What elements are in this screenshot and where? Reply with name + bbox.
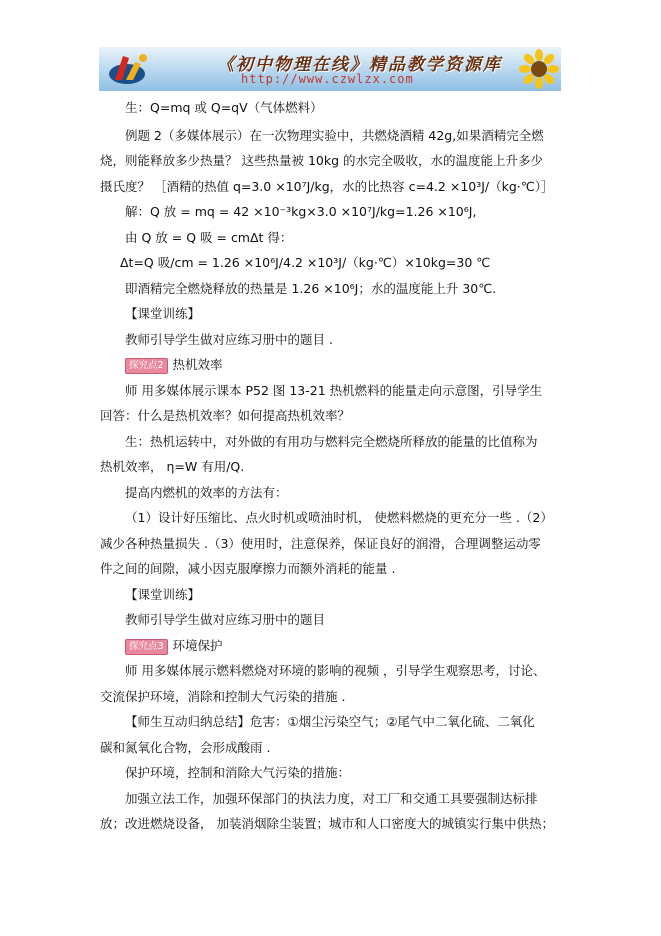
text-line: （1）设计好压缩比、点火时机或喷油时机， 使燃料燃烧的更充分一些 .（2） <box>125 510 553 525</box>
section-label: 【课堂训练】 <box>125 586 201 602</box>
text-line: 回答：什么是热机效率？如何提高热机效率？ <box>100 408 351 423</box>
header-banner <box>99 47 561 91</box>
text-line: Δt=Q 吸/cm = 1.26 ×10⁶J/4.2 ×10³J/（kg·℃）×10kg=30 ℃ <box>120 255 491 270</box>
text-line: 由 Q 放 = Q 吸 = cmΔt 得： <box>125 229 293 245</box>
text-line: 师 用多媒体展示课本 P52 图 13-21 热机燃料的能量走向示意图，引导学生 <box>125 382 543 398</box>
text-line: 交流保护环境，消除和控制大气污染的措施 . <box>100 688 346 704</box>
site-logo-icon <box>105 50 153 88</box>
text-line: 例题 2（多媒体展示）在一次物理实验中，共燃烧酒精 42g,如果酒精完全燃 <box>125 127 544 143</box>
section-heading-3 <box>100 633 565 659</box>
text-line: 【师生互动归纳总结】危害：①烟尘污染空气；②尾气中二氧化硫、二氧化 <box>125 714 535 729</box>
text-line: 放；改进燃烧设备， 加装消烟除尘装置；城市和人口密度大的城镇实行集中供热； <box>100 816 554 831</box>
text-line: 件之间的间隙，减小因克服摩擦力而额外消耗的能量 . <box>100 561 396 576</box>
text-line: 师 用多媒体展示燃料燃烧对环境的影响的视频 ，引导学生观察思考，讨论、 <box>125 663 546 678</box>
text-line: 生：Q=mq 或 Q=qV（气体燃料） <box>125 100 323 115</box>
text-line: 摄氏度？ ［酒精的热值 q=3.0 ×10⁷J/kg，水的比热容 c=4.2 ×10³J/（kg·℃）］ <box>100 178 554 194</box>
text-line: 提高内燃机的效率的方法有： <box>125 484 288 500</box>
text-line: 烧，则能释放多少热量？ 这些热量被 10kg 的水完全吸收，水的温度能上升多少 <box>100 153 544 168</box>
banner-url[interactable]: http://www.czwlzx.com <box>241 72 414 86</box>
document-body <box>100 95 565 837</box>
text-line: 减少各种热量损失 .（3）使用时，注意保养，保证良好的润滑，合理调整运动零 <box>100 535 541 551</box>
text-line: 加强立法工作，加强环保部门的执法力度，对工厂和交通工具要强制达标排 <box>125 790 538 806</box>
section-title: 环境保护 <box>172 637 223 653</box>
sunflower-icon <box>519 49 559 89</box>
text-line: 教师引导学生做对应练习册中的题目 <box>125 612 326 627</box>
text-line: 解：Q 放 = mq = 42 ×10⁻³kg×3.0 ×10⁷J/kg=1.26 ×10⁶J, <box>125 204 477 219</box>
banner-title: 《初中物理在线》精品教学资源库 <box>217 55 502 75</box>
section-title: 热机效率 <box>172 357 223 372</box>
explore-point-badge: 探究点2 <box>125 358 168 374</box>
text-line: 保护环境，控制和消除大气污染的措施： <box>125 765 351 780</box>
text-line: 碳和氮氧化合物，会形成酸雨 . <box>100 739 271 755</box>
text-line: 热机效率， η=W 有用/Q. <box>100 459 245 474</box>
text-line: 即酒精完全燃烧释放的热量是 1.26 ×10⁶J；水的温度能上升 30℃. <box>125 280 497 296</box>
explore-point-badge: 探究点3 <box>125 639 168 655</box>
text-line: 生：热机运转中，对外做的有用功与燃料完全燃烧所释放的能量的比值称为 <box>125 433 538 449</box>
section-label: 【课堂训练】 <box>125 306 201 321</box>
text-line: 教师引导学生做对应练习册中的题目 . <box>125 331 333 347</box>
section-heading-2 <box>100 352 565 378</box>
